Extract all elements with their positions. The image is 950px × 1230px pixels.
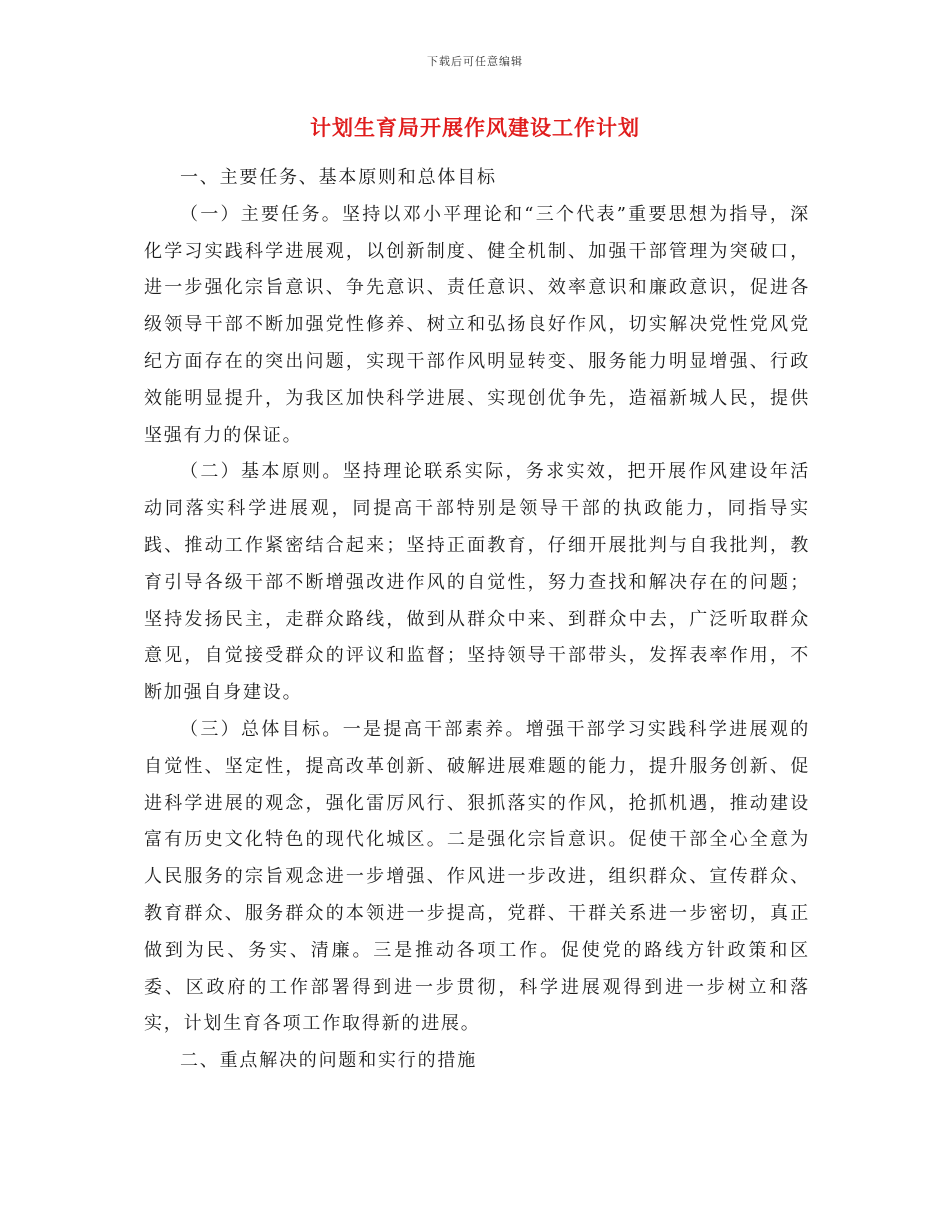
paragraph-main-tasks: （一）主要任务。坚持以邓小平理论和“三个代表”重要思想为指导，深化学习实践科学进展观，以创新制度、健全机制、加强干部管理为突破口，进一步强化宗旨意识、争先意识、责任意识、效率意识和廉政意识，促进各级领导干部不断加强党性修养、树立和弘扬良好作风，切实解决党性党风党纪方面存在的突出问题，实现干部作风明显转变、服务能力明显增强、行政效能明显提升，为我区加快科学进展、实现创优争先，造福新城人民，提供坚强有力的保证。: [144, 203, 810, 446]
document-title: 计划生育局开展作风建设工作计划: [310, 115, 640, 140]
paragraph-basic-principles: （二）基本原则。坚持理论联系实际，务求实效，把开展作风建设年活动同落实科学进展观，同提高干部特别是领导干部的执政能力，同指导实践、推动工作紧密结合起来；坚持正面教育，仔细开展批判与自我批判，教育引导各级干部不断增强改进作风的自觉性，努力查找和解决存在的问题；坚持发扬民主，走群众路线，做到从群众中来、到群众中去，广泛听取群众意见，自觉接受群众的评议和监督；坚持领导干部带头，发挥表率作用，不断加强自身建设。: [144, 461, 810, 704]
paragraph-overall-goals: （三）总体目标。一是提高干部素养。增强干部学习实践科学进展观的自觉性、坚定性，提高改革创新、破解进展难题的能力，提升服务创新、促进科学进展的观念，强化雷厉风行、狠抓落实的作风，抢抓机遇，推动建设富有历史文化特色的现代化城区。二是强化宗旨意识。促使干部全心全意为人民服务的宗旨观念进一步增强、作风进一步改进，组织群众、宣传群众、教育群众、服务群众的本领进一步提高，党群、干群关系进一步密切，真正做到为民、务实、清廉。三是推动各项工作。促使党的路线方针政策和区委、区政府的工作部署得到进一步贯彻，科学进展观得到进一步树立和落实，计划生育各项工作取得新的进展。: [144, 718, 810, 1035]
section-heading-2: 二、重点解决的问题和实行的措施: [180, 1050, 477, 1072]
document-body: [144, 160, 810, 1080]
header-note: 下载后可任意编辑: [427, 55, 523, 68]
section-heading-1: 一、主要任务、基本原则和总体目标: [180, 167, 497, 188]
